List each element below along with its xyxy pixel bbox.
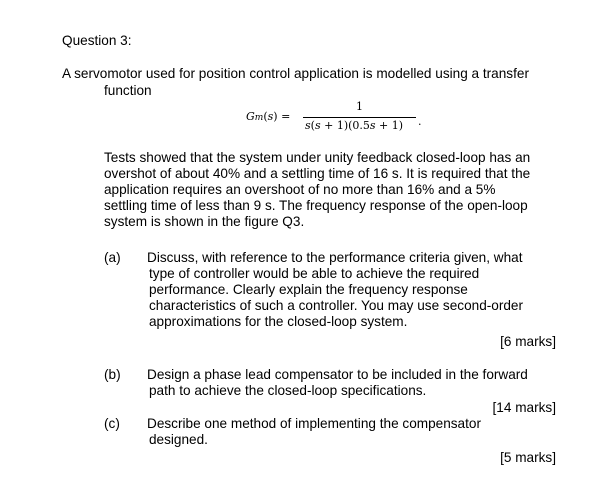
equation-lhs: Gm(s) =	[246, 110, 291, 123]
marks-label: [14 marks]	[492, 400, 556, 415]
part-line: Discuss, with reference to the performance criteria given, what	[147, 250, 523, 265]
intro-line: function	[104, 83, 152, 98]
paragraph-line: overshot of about 40% and a settling time of 16 s. It is required that the	[104, 166, 531, 181]
equation-trail: .	[418, 115, 422, 128]
part-line: type of controller would be able to achieve the required	[149, 266, 480, 281]
equation-numerator: 1	[356, 100, 363, 113]
part-label: (c)	[104, 416, 120, 431]
part-line: characteristics of such a controller. You may use second-order	[149, 298, 524, 313]
part-line: approximations for the closed-loop system.	[149, 314, 408, 329]
paragraph-line: system is shown in the figure Q3.	[104, 214, 305, 229]
paragraph-line: application requires an overshoot of no more than 16% and a 5%	[104, 182, 496, 197]
part-line: Describe one method of implementing the compensator	[147, 416, 481, 431]
part-line: designed.	[149, 432, 208, 447]
part-line: performance. Clearly explain the frequency response	[149, 282, 468, 297]
question-title: Question 3:	[62, 33, 132, 48]
intro-line: A servomotor used for position control application is modelled using a transfer	[62, 66, 529, 81]
paragraph-line: Tests showed that the system under unity feedback closed-loop has an	[104, 150, 531, 165]
part-line: Design a phase lead compensator to be included in the forward	[147, 367, 528, 382]
part-line: path to achieve the closed-loop specifications.	[149, 383, 427, 398]
marks-label: [6 marks]	[500, 334, 556, 349]
paragraph-line: settling time of less than 9 s. The frequency response of the open-loop	[104, 198, 528, 213]
marks-label: [5 marks]	[500, 450, 556, 465]
equation-denominator: s(s + 1)(0.5s + 1)	[305, 119, 404, 132]
fraction-bar	[303, 117, 416, 118]
part-label: (b)	[104, 367, 121, 382]
part-label: (a)	[104, 250, 121, 265]
